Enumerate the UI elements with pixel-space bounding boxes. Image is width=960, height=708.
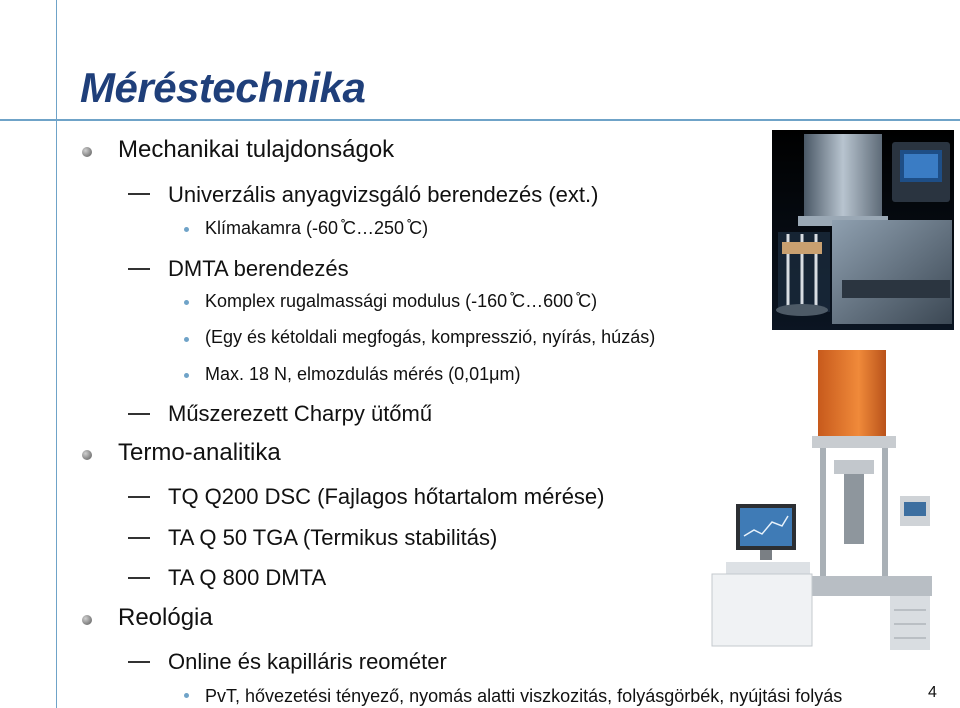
level1-bullet-icon	[82, 615, 92, 625]
level1-bullet-icon	[82, 147, 92, 157]
level2-dash-icon	[128, 577, 150, 579]
dmta-instrument-photo	[772, 130, 954, 330]
level2-dash-icon	[128, 413, 150, 415]
bullet-text: Mechanikai tulajdonságok	[118, 136, 395, 163]
level3-bullet-icon	[184, 337, 189, 342]
page-number: 4	[928, 684, 937, 701]
vertical-accent-line	[56, 0, 57, 708]
bullet-text: Max. 18 N, elmozdulás mérés (0,01μm)	[205, 364, 521, 384]
horizontal-accent-line	[0, 119, 960, 121]
bullet-text: Reológia	[118, 604, 213, 631]
level2-dash-icon	[128, 496, 150, 498]
bullet-text: Univerzális anyagvizsgáló berendezés (ext.)	[168, 182, 599, 207]
bullet-text: PvT, hővezetési tényező, nyomás alatti viszkozitás, folyásgörbék, nyújtási folyás	[205, 686, 843, 706]
slide-title: Méréstechnika	[80, 64, 366, 111]
bullet-text: TA Q 800 DMTA	[168, 565, 327, 590]
level3-bullet-icon	[184, 227, 189, 232]
level1-bullet-icon	[82, 450, 92, 460]
bullet-text: Komplex rugalmassági modulus (-160 ̊C…600 ̊C)	[205, 291, 598, 311]
bullet-text: Műszerezett Charpy ütőmű	[168, 401, 433, 426]
bullet-text: Online és kapilláris reométer	[168, 649, 447, 674]
level2-dash-icon	[128, 268, 150, 270]
bullet-text: (Egy és kétoldali megfogás, kompresszió, nyírás, húzás)	[205, 327, 656, 347]
bullet-text: Termo-analitika	[118, 439, 281, 466]
level3-bullet-icon	[184, 300, 189, 305]
bullet-text: TQ Q200 DSC (Fajlagos hőtartalom mérése)	[168, 484, 605, 509]
bullet-text: TA Q 50 TGA (Termikus stabilitás)	[168, 525, 498, 550]
level2-dash-icon	[128, 661, 150, 663]
level2-dash-icon	[128, 537, 150, 539]
bullet-text: Klímakamra (-60 ̊C…250 ̊C)	[205, 218, 429, 238]
level3-bullet-icon	[184, 373, 189, 378]
level3-bullet-icon	[184, 693, 189, 698]
bullet-text: DMTA berendezés	[168, 256, 349, 281]
level2-dash-icon	[128, 193, 150, 195]
universal-testing-machine-photo	[704, 344, 940, 654]
